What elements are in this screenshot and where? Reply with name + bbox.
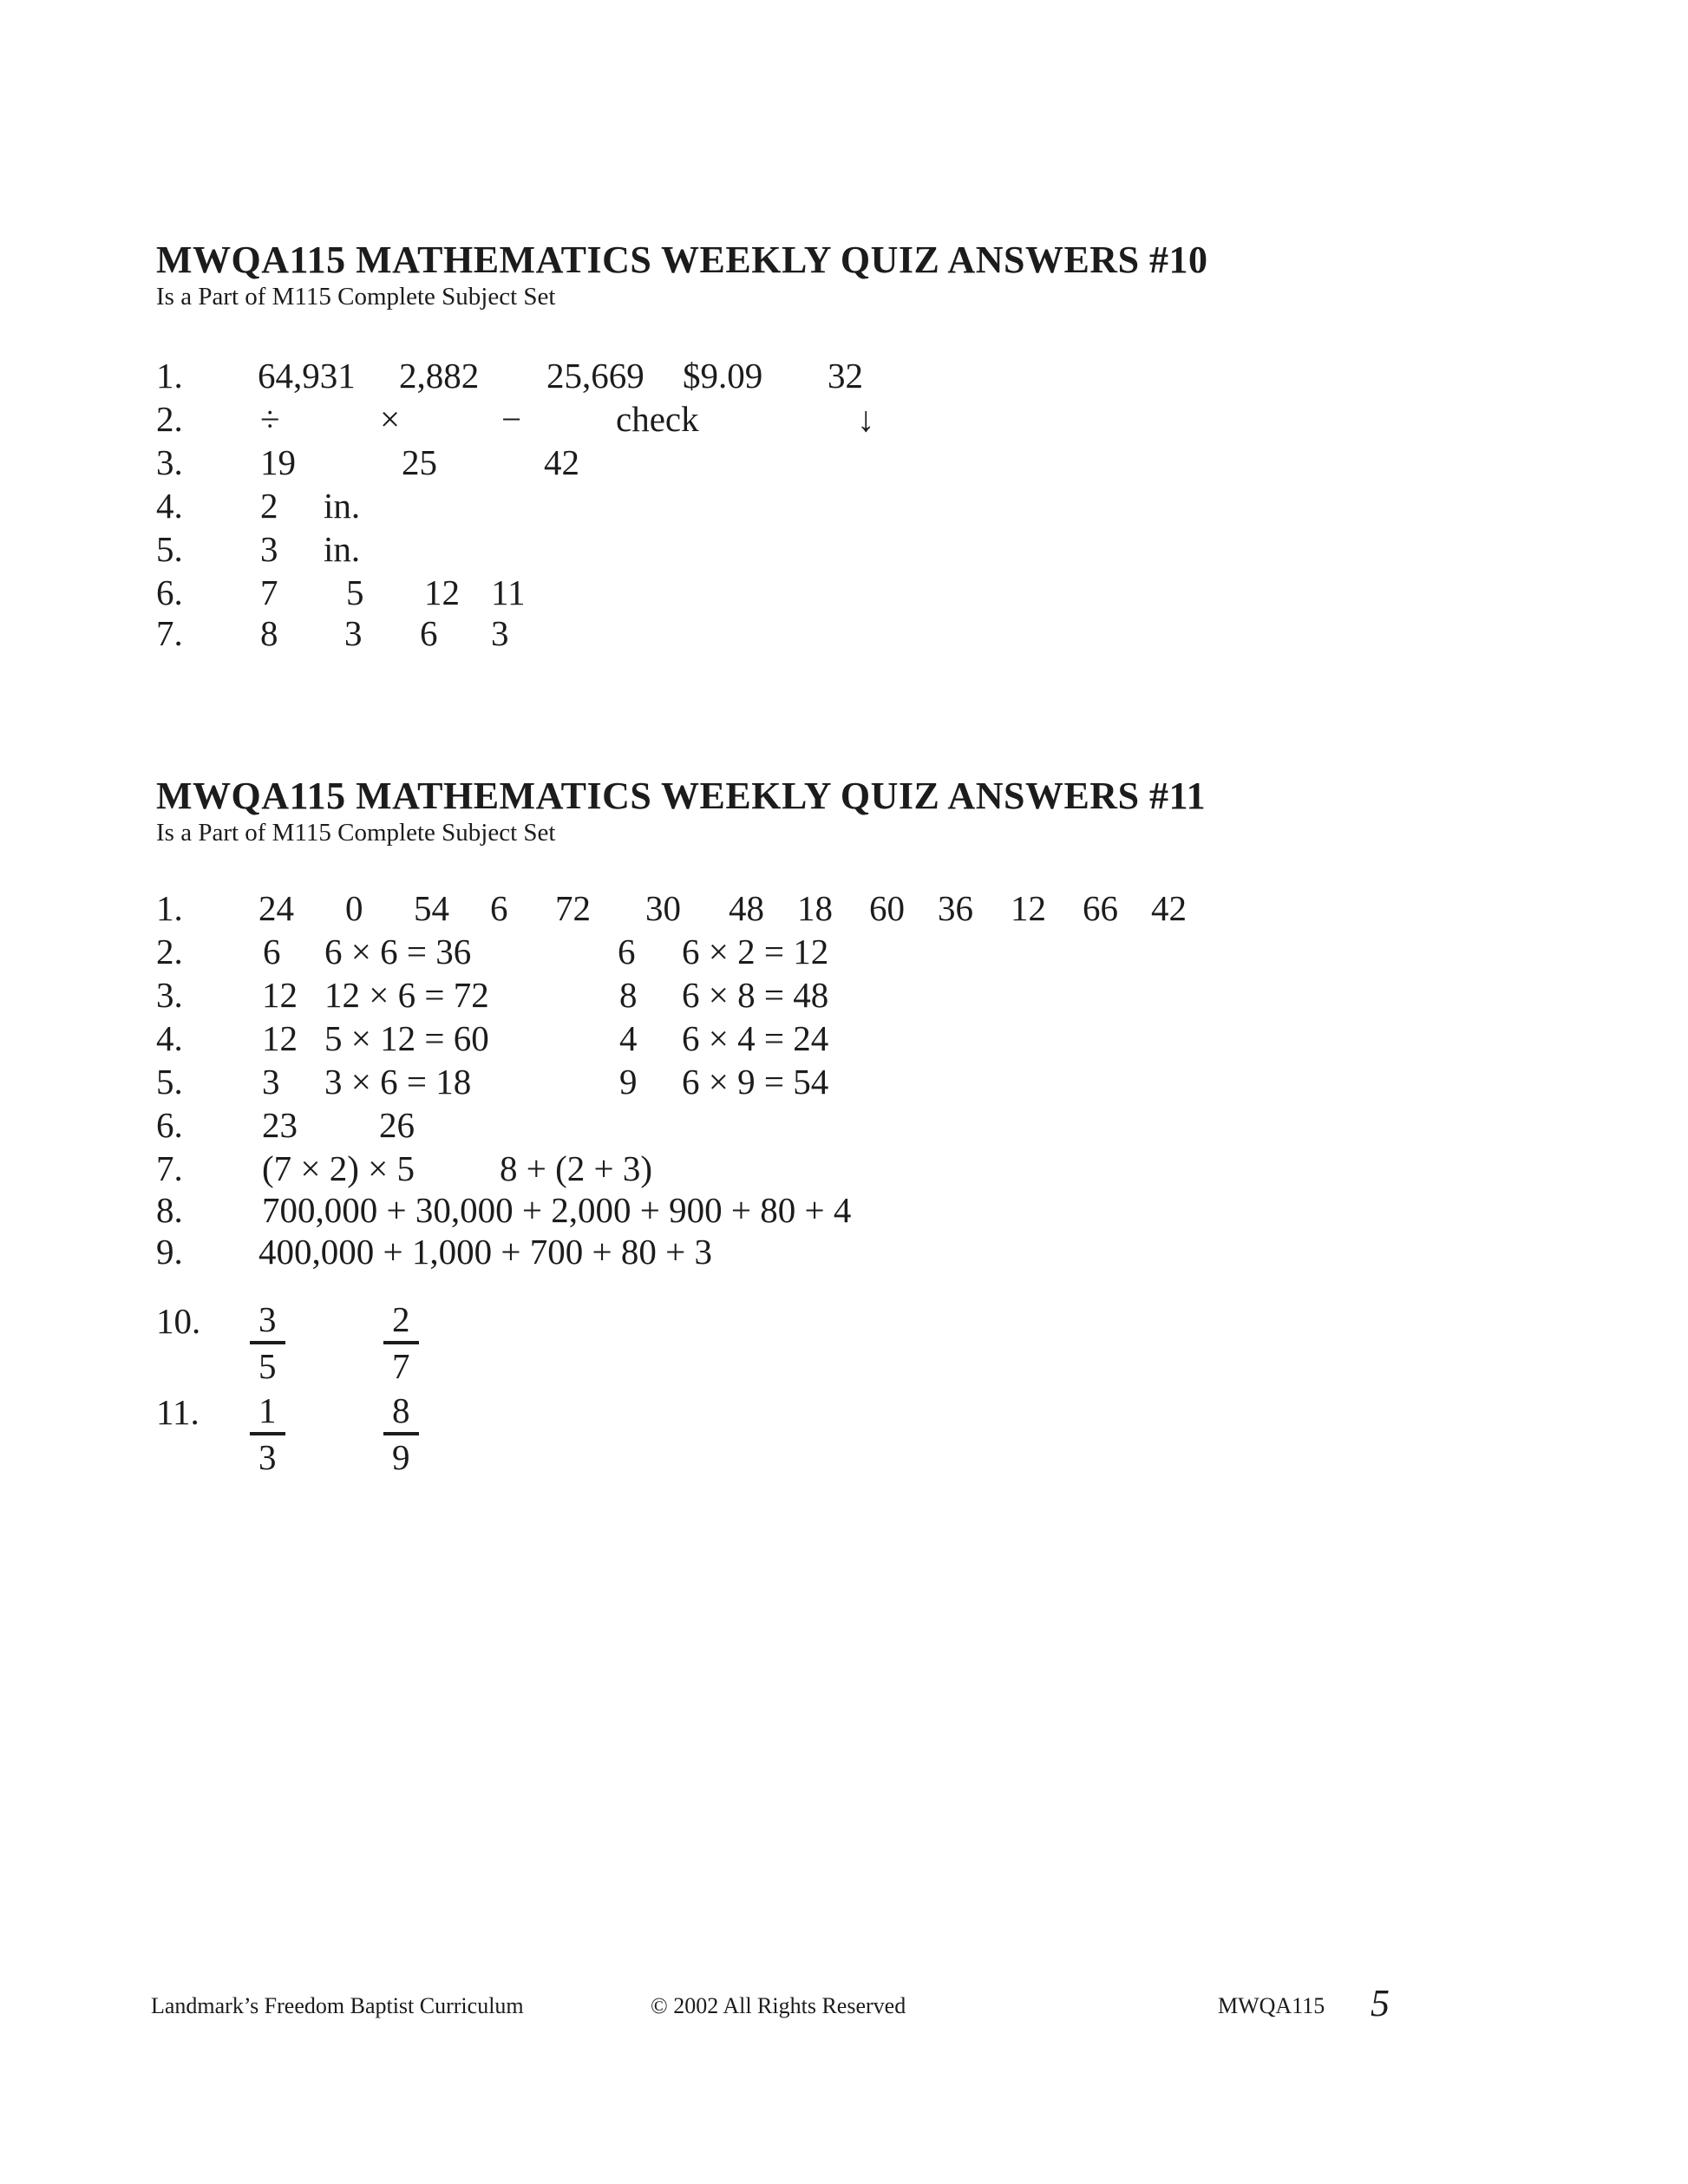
- quiz11-answer-row-4: [0, 1018, 1688, 1065]
- quiz10-answer-row-3: [0, 442, 1688, 489]
- answer-equation: 6 × 6 = 36: [324, 932, 472, 971]
- answer-item: 48: [729, 888, 764, 928]
- fraction-denominator: 3: [250, 1432, 285, 1476]
- answer-number: 6.: [156, 1105, 183, 1145]
- answer-item: 25,669: [546, 356, 644, 396]
- answer-expression: (7 × 2) × 5: [262, 1148, 415, 1188]
- fraction-numerator: 8: [392, 1390, 410, 1430]
- answer-item: 60: [869, 888, 905, 928]
- answer-item: 23: [262, 1105, 298, 1145]
- fraction-denominator: 5: [250, 1341, 285, 1385]
- answer-item: 6: [420, 613, 438, 653]
- fraction-answer: [383, 1301, 419, 1385]
- answer-item: 6: [263, 932, 281, 971]
- fraction-numerator: 1: [258, 1390, 277, 1430]
- answer-item: 5: [346, 572, 364, 612]
- answer-item: 8: [260, 613, 278, 653]
- answer-equation: 6 × 4 = 24: [682, 1018, 829, 1058]
- answer-item: 26: [379, 1105, 415, 1145]
- quiz10-answer-row-5: [0, 529, 1688, 576]
- answer-item: 25: [402, 442, 437, 482]
- division-symbol: ÷: [260, 399, 280, 439]
- answer-item: 12: [1011, 888, 1046, 928]
- answer-equation: 6 × 2 = 12: [682, 932, 829, 971]
- fraction-denominator: 9: [383, 1432, 419, 1476]
- answer-item: 3: [262, 1062, 280, 1102]
- answer-item: 0: [345, 888, 363, 928]
- answer-item: 19: [260, 442, 296, 482]
- quiz10-answer-row-1: [0, 356, 1688, 402]
- footer-copyright: © 2002 All Rights Reserved: [651, 1993, 906, 2018]
- answer-item: $9.09: [683, 356, 763, 396]
- fraction-denominator: 7: [383, 1341, 419, 1385]
- answer-item: 9: [619, 1062, 638, 1102]
- answer-item: 4: [619, 1018, 638, 1058]
- quiz11-answer-row-6: [0, 1105, 1688, 1152]
- quiz11-answer-row-5: [0, 1062, 1688, 1108]
- quiz11-answer-row-7: [0, 1148, 1688, 1195]
- answer-item: 2,882: [399, 356, 480, 396]
- answer-number: 7.: [156, 1148, 183, 1188]
- fraction-answer: [383, 1392, 419, 1476]
- answer-item: 24: [258, 888, 294, 928]
- answer-item: in.: [324, 529, 361, 569]
- answer-number: 9.: [156, 1232, 183, 1272]
- page-footer: [0, 1982, 1688, 2045]
- answer-item: 3: [491, 613, 509, 653]
- answer-number: 8.: [156, 1190, 183, 1230]
- answer-number: 2.: [156, 399, 183, 439]
- quiz11-answer-row-11: [0, 1392, 1688, 1496]
- answer-item: 66: [1083, 888, 1118, 928]
- answer-item: 6: [618, 932, 636, 971]
- fraction-answer: [250, 1392, 285, 1476]
- answer-number: 4.: [156, 1018, 183, 1058]
- quiz10-answer-row-2: [0, 399, 1688, 446]
- multiplication-symbol: ×: [380, 399, 401, 439]
- quiz10-title: MWQA115 MATHEMATICS WEEKLY QUIZ ANSWERS #10: [156, 239, 1208, 281]
- answer-item: 42: [1151, 888, 1187, 928]
- footer-doc-code: MWQA115: [1218, 1993, 1325, 2018]
- quiz11-answer-row-1: [0, 888, 1688, 935]
- answer-number: 1.: [156, 888, 183, 928]
- answer-item: 30: [645, 888, 681, 928]
- quiz11-subtitle: Is a Part of M115 Complete Subject Set: [156, 819, 556, 847]
- fraction-answer: [250, 1301, 285, 1385]
- answer-number: 5.: [156, 1062, 183, 1102]
- answer-equation: 5 × 12 = 60: [324, 1018, 489, 1058]
- answer-number: 2.: [156, 932, 183, 971]
- answer-equation: 3 × 6 = 18: [324, 1062, 472, 1102]
- answer-item: 12: [262, 975, 298, 1015]
- answer-number: 10.: [156, 1301, 201, 1341]
- down-arrow-symbol: ↓: [857, 399, 875, 439]
- fraction-numerator: 3: [258, 1299, 277, 1339]
- quiz11-answer-row-2: [0, 932, 1688, 978]
- answer-item: 8: [619, 975, 638, 1015]
- answer-equation: 6 × 9 = 54: [682, 1062, 829, 1102]
- answer-expression: 8 + (2 + 3): [500, 1148, 653, 1188]
- answer-item: 11: [491, 572, 526, 612]
- answer-expression: 700,000 + 30,000 + 2,000 + 900 + 80 + 4: [262, 1190, 852, 1230]
- quiz10-subtitle: Is a Part of M115 Complete Subject Set: [156, 283, 556, 311]
- answer-item: 42: [544, 442, 579, 482]
- answer-number: 1.: [156, 356, 183, 396]
- answer-expression: 400,000 + 1,000 + 700 + 80 + 3: [258, 1232, 712, 1272]
- answer-number: 3.: [156, 442, 183, 482]
- quiz10-answer-row-7: [0, 613, 1688, 660]
- quiz10-answer-row-6: [0, 572, 1688, 619]
- answer-item: 32: [828, 356, 863, 396]
- answer-item: 18: [797, 888, 833, 928]
- page-number: 5: [1371, 1982, 1390, 2024]
- answer-item: 2: [260, 486, 278, 526]
- answer-item: 12: [424, 572, 460, 612]
- answer-item: 36: [938, 888, 973, 928]
- quiz10-answer-row-4: [0, 486, 1688, 533]
- answer-item: 12: [262, 1018, 298, 1058]
- answer-item: 7: [260, 572, 278, 612]
- quiz11-answer-row-10: [0, 1301, 1688, 1405]
- answer-item: 6: [490, 888, 508, 928]
- answer-item: 72: [555, 888, 591, 928]
- fraction-numerator: 2: [392, 1299, 410, 1339]
- answer-item: in.: [324, 486, 361, 526]
- quiz11-answer-row-9: [0, 1232, 1688, 1278]
- answer-number: 6.: [156, 572, 183, 612]
- answer-item: check: [616, 399, 699, 439]
- quiz11-title: MWQA115 MATHEMATICS WEEKLY QUIZ ANSWERS #11: [156, 775, 1207, 817]
- answer-number: 3.: [156, 975, 183, 1015]
- footer-publisher: Landmark’s Freedom Baptist Curriculum: [151, 1993, 524, 2018]
- quiz11-answer-row-3: [0, 975, 1688, 1022]
- answer-number: 11.: [156, 1392, 200, 1432]
- answer-item: 54: [414, 888, 449, 928]
- answer-number: 7.: [156, 613, 183, 653]
- answer-item: 64,931: [258, 356, 356, 396]
- answer-number: 5.: [156, 529, 183, 569]
- subtraction-symbol: −: [501, 399, 522, 439]
- quiz11-answer-row-8: [0, 1190, 1688, 1237]
- answer-item: 3: [344, 613, 363, 653]
- answer-equation: 12 × 6 = 72: [324, 975, 489, 1015]
- answer-equation: 6 × 8 = 48: [682, 975, 829, 1015]
- answer-number: 4.: [156, 486, 183, 526]
- answer-item: 3: [260, 529, 278, 569]
